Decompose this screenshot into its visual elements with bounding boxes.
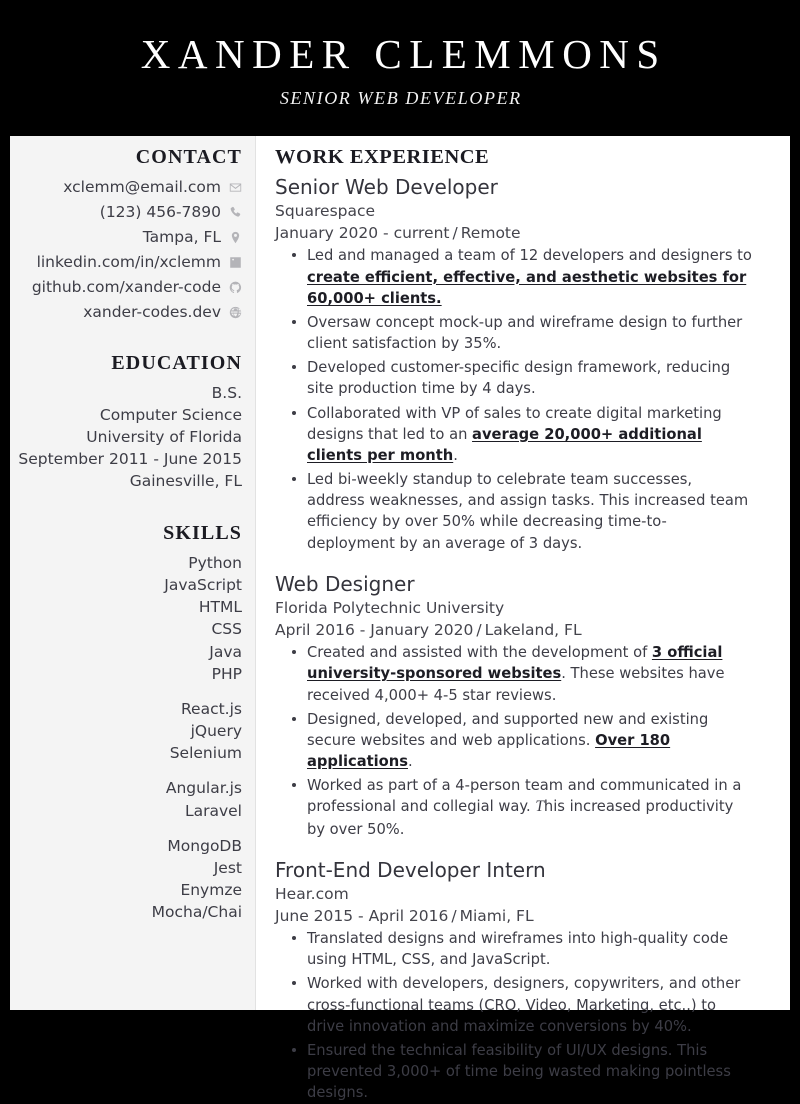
resume-header	[10, 0, 790, 136]
education-line: B.S.	[211, 384, 242, 402]
contact-item[interactable]	[18, 176, 242, 199]
job-bullet: Worked as part of a 4-person team and communicated in a professional and collegial way. This increased productivity by over 50%.	[307, 775, 754, 840]
github-icon	[229, 281, 242, 294]
candidate-job-title: SENIOR WEB DEVELOPER	[279, 87, 522, 108]
contact-item[interactable]	[18, 251, 242, 274]
contact-item[interactable]	[18, 301, 242, 324]
skill-item: PHP	[211, 664, 242, 683]
map-pin-icon	[229, 231, 242, 244]
skill-item: Jest	[213, 858, 242, 877]
work-experience-heading: WORK EXPERIENCE	[275, 146, 490, 168]
job-dates: June 2015 - April 2016	[275, 907, 449, 926]
contact-item-label: xclemm@email.com	[63, 178, 221, 197]
job-bullet: Collaborated with VP of sales to create digital marketing designs that led to an average 20,000+ additional clients per month.	[307, 403, 754, 467]
job-entry	[275, 174, 754, 554]
education-line: September 2011 - June 2015	[18, 450, 242, 468]
job-company: Florida Polytechnic University	[275, 599, 505, 618]
job-company: Hear.com	[275, 885, 349, 904]
contact-list	[18, 176, 242, 324]
skill-group	[18, 835, 242, 924]
job-meta-separator: /	[476, 621, 482, 640]
skill-item: Mocha/Chai	[151, 903, 242, 922]
contact-item-label: linkedin.com/in/xclemm	[36, 253, 221, 272]
candidate-name: XANDER CLEMMONS	[140, 31, 667, 78]
job-meta-separator: /	[452, 224, 458, 243]
resume-page	[10, 0, 790, 1102]
job-location: Miami, FL	[459, 907, 534, 926]
envelope-icon	[229, 181, 242, 194]
globe-icon	[229, 306, 242, 319]
job-role: Senior Web Developer	[275, 175, 498, 199]
job-bullet: Oversaw concept mock-up and wireframe design to further client satisfaction by 35%.	[307, 312, 754, 354]
contact-item[interactable]	[18, 226, 242, 249]
skill-item: Python	[188, 554, 242, 572]
job-meta	[275, 222, 754, 244]
contact-item-label: Tampa, FL	[142, 228, 221, 247]
job-dates: April 2016 - January 2020	[275, 621, 474, 640]
skill-item: CSS	[211, 620, 242, 639]
sidebar	[10, 136, 256, 1010]
skill-item: Angular.js	[165, 779, 242, 798]
linkedin-icon	[229, 256, 242, 269]
job-role: Front-End Developer Intern	[275, 857, 546, 882]
job-bullet-list	[275, 642, 754, 840]
job-bullet: Developed customer-specific design framework, reducing site production time by 4 days.	[307, 357, 754, 399]
skill-item: Java	[209, 642, 242, 661]
contact-item-label: (123) 456-7890	[99, 203, 221, 222]
job-location: Lakeland, FL	[484, 621, 582, 640]
education-list	[18, 382, 242, 492]
education-line: University of Florida	[86, 428, 242, 446]
job-bullet-list	[275, 928, 754, 1103]
contact-item-label: xander-codes.dev	[83, 303, 221, 322]
job-meta	[275, 905, 754, 927]
skill-item: jQuery	[190, 722, 242, 741]
contact-item-label: github.com/xander-code	[31, 278, 221, 297]
skill-item: HTML	[198, 598, 242, 617]
contact-heading: CONTACT	[135, 146, 242, 168]
phone-icon	[229, 206, 242, 219]
job-company: Squarespace	[275, 202, 376, 221]
education-line: Computer Science	[99, 406, 242, 424]
skills-list	[18, 552, 242, 923]
job-meta	[275, 619, 754, 641]
job-bullet: Worked with developers, designers, copywriters, and other cross-functional teams (CRO, Video, Marketing, etc..) to drive innovation and maximize conversions by 40%.	[307, 973, 754, 1037]
skill-group	[18, 777, 242, 821]
job-bullet: Ensured the technical feasibility of UI/UX designs. This prevented 3,000+ of time being wasted making pointless designs.	[307, 1040, 754, 1104]
skill-item: Laravel	[184, 801, 242, 820]
job-bullet: Translated designs and wireframes into high-quality code using HTML, CSS, and JavaScript.	[307, 928, 754, 970]
job-role: Web Designer	[275, 571, 415, 596]
skill-item: Enymze	[180, 881, 242, 900]
skill-group	[18, 698, 242, 764]
contact-item[interactable]	[18, 276, 242, 299]
job-location: Remote	[460, 224, 521, 243]
job-bullet: Designed, developed, and supported new and existing secure websites and web applications. Over 180 applications.	[307, 709, 754, 773]
job-list	[275, 174, 754, 1104]
job-bullet: Created and assisted with the development of 3 official university-sponsored websites. These websites have received 4,000+ 4-5 star reviews.	[307, 642, 754, 706]
job-entry	[275, 857, 754, 1104]
contact-item[interactable]	[18, 201, 242, 224]
job-entry	[275, 571, 754, 840]
skill-item: React.js	[180, 699, 242, 718]
education-line: Gainesville, FL	[129, 472, 242, 490]
skill-item: Selenium	[169, 744, 242, 763]
job-meta-separator: /	[451, 907, 457, 926]
education-heading: EDUCATION	[111, 352, 242, 374]
resume-body	[10, 136, 790, 1102]
skills-heading: SKILLS	[163, 522, 242, 544]
job-bullet: Led bi-weekly standup to celebrate team successes, address weaknesses, and assign tasks. This increased team efficiency by over 50% while decreasing time-to-deployment by an average of 3 days.	[307, 469, 754, 554]
skill-item: MongoDB	[167, 836, 242, 855]
job-bullet-list	[275, 245, 754, 553]
job-bullet: Led and managed a team of 12 developers and designers to create efficient, effective, and aesthetic websites for 60,000+ clients.	[307, 245, 754, 309]
main-content	[256, 136, 790, 1102]
skill-item: JavaScript	[164, 576, 242, 595]
job-dates: January 2020 - current	[275, 224, 450, 243]
skill-group	[18, 552, 242, 685]
